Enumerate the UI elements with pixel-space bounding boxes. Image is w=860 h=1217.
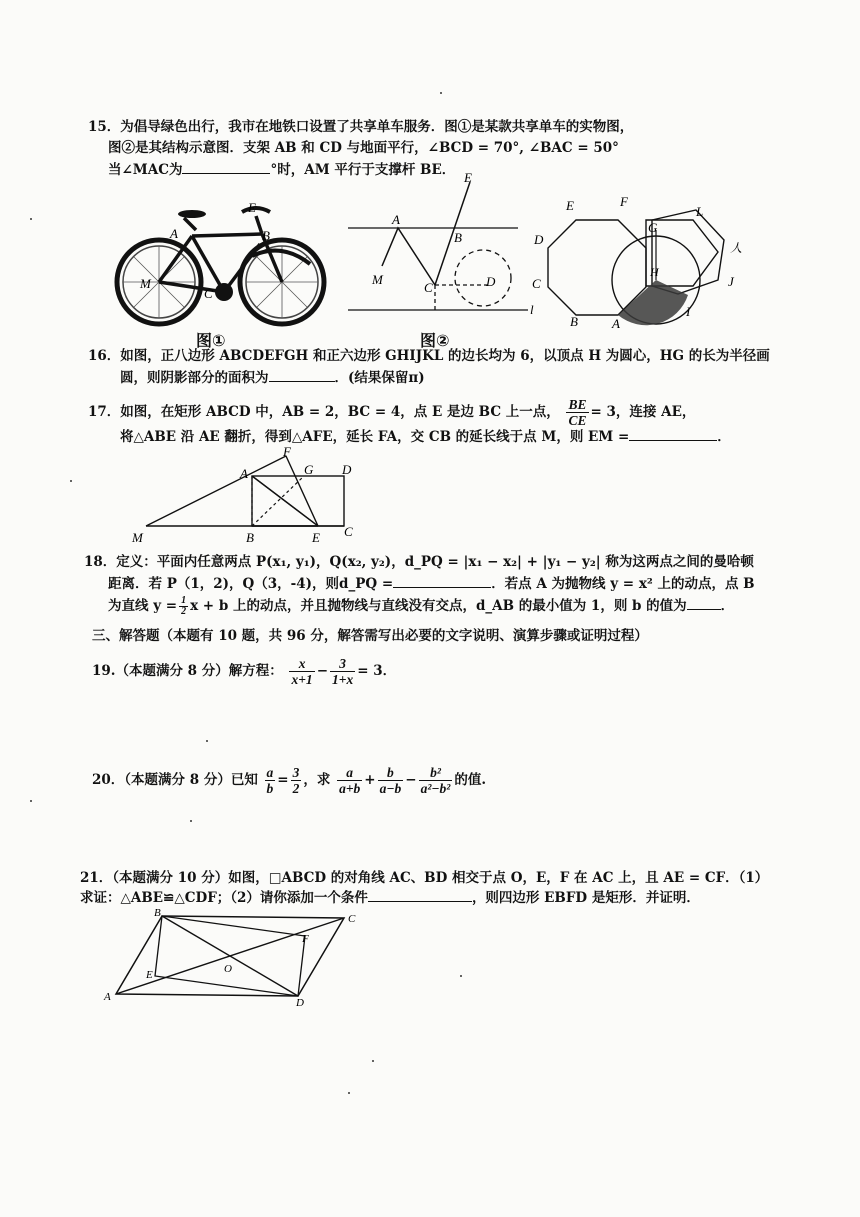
q16-line1: 16．如图，正八边形 ABCDEFGH 和正六边形 GHIJKL 的边长均为 6，以顶点 H 为圆心，HG 的长为半径画: [88, 348, 770, 364]
scan-speck: [30, 218, 32, 220]
q17-line2: 将△ABE 沿 AE 翻折，得到△AFE，延长 FA，交 CB 的延长线于点 M，则 EM = ．: [120, 429, 731, 445]
fig17-label-d: D: [342, 462, 352, 477]
q21-line1: 21．（本题满分 10 分）如图，□ABCD 的对角线 AC、BD 相交于点 O，E，F 在 AC 上，且 AE = CF．（1）: [80, 870, 769, 886]
scan-speck: [206, 740, 208, 742]
scan-speck: [190, 820, 192, 822]
section3-heading: 三、解答题（本题有 10 题，共 96 分，解答需写出必要的文字说明、演算步骤或证明过程）: [92, 628, 648, 644]
polygon-figure: [528, 190, 746, 332]
fig17-label-a: A: [240, 466, 248, 481]
fig21-label-e: E: [146, 969, 153, 981]
fig2-label-b: B: [454, 230, 462, 245]
fig17-label-e: E: [312, 530, 320, 544]
figure2-caption: 图②: [420, 331, 450, 350]
fig2-label-e: E: [464, 170, 472, 185]
fig3-label-j: J: [728, 274, 734, 289]
fig21-label-d: D: [296, 997, 304, 1006]
q18-line3: 为直线 y = $\frac{1}{2}$ x + b 上的动点，并且抛物线与直线没有交点，d_AB 的最小值为 1，则 b 的值为 ．: [108, 595, 735, 617]
parallelogram-figure: [98, 906, 368, 1006]
q18-line2: 距离．若 P（1，2)，Q（3，-4)，则d_PQ = ．若点 A 为抛物线 y = x² 上的动点，点 B: [108, 576, 755, 592]
fig3-label-g: G: [648, 220, 658, 235]
q19-line: 19.（本题满分 8 分）解方程： $\frac{x}{x+1}$ − $\frac{3}{1+x}$ = 3．: [92, 656, 397, 687]
fig3-label-l: L: [696, 204, 704, 219]
q15-line1: 15．为倡导绿色出行，我市在地铁口设置了共享单车服务．图①是某款共享单车的实物图，: [88, 119, 634, 135]
fig3-label-h: H: [650, 265, 659, 279]
figure1-caption: 图①: [196, 331, 226, 350]
fig2-label-c: C: [424, 280, 433, 295]
q18-answer-blank-2[interactable]: [687, 597, 721, 610]
fig21-label-c: C: [348, 913, 356, 925]
q17-ratio: $\frac{BE}{CE}$: [568, 397, 587, 428]
fig2-label-a: A: [392, 212, 400, 227]
fig17-label-c: C: [344, 524, 353, 539]
bike-label-b: B: [262, 228, 270, 243]
structure-figure: [340, 170, 540, 320]
fig3-label-c: C: [532, 276, 541, 291]
q18-answer-blank-1[interactable]: [393, 575, 491, 588]
fig17-label-f: F: [283, 444, 291, 459]
fig21-label-o: O: [224, 963, 232, 975]
scan-speck: [460, 975, 462, 977]
fig17-label-b: B: [246, 530, 254, 544]
scan-speck: [372, 1060, 374, 1062]
q15-line3: 当∠MAC为 °时，AM 平行于支撑杆 BE．: [108, 162, 456, 178]
fig17-label-g: G: [304, 462, 314, 477]
fig2-label-d: D: [486, 274, 496, 289]
fig3-label-a: A: [612, 316, 620, 331]
bike-label-a: A: [170, 226, 178, 241]
q21-answer-blank[interactable]: [368, 889, 472, 902]
fig21-label-b: B: [154, 907, 161, 919]
fig21-label-a: A: [104, 991, 111, 1003]
q16-answer-blank[interactable]: [269, 369, 335, 382]
bike-label-e: E: [248, 200, 256, 215]
fig3-label-b: B: [570, 314, 578, 329]
fig21-label-f: F: [302, 933, 309, 945]
fig3-label-k: 人: [730, 241, 743, 255]
q18-line1: 18．定义：平面内任意两点 P(x₁, y₁)，Q(x₂, y₂)，d_PQ = |x₁ − x₂| + |y₁ − y₂| 称为这两点之间的曼哈顿: [84, 554, 754, 570]
fig3-label-i: I: [686, 304, 691, 319]
q16-line2: 圆，则阴影部分的面积为 ．(结果保留π): [120, 370, 425, 386]
rectangle-fold-figure: [128, 444, 368, 544]
bike-label-c: C: [204, 286, 213, 301]
q17-line1: 17．如图，在矩形 ABCD 中，AB = 2，BC = 4，点 E 是边 BC 上一点， $\frac{BE}{CE}$ = 3，连接 AE，: [88, 397, 696, 428]
fig2-label-m: M: [372, 272, 383, 287]
scan-speck: [348, 1092, 350, 1094]
q17-answer-blank[interactable]: [629, 428, 717, 441]
scan-speck: [70, 480, 72, 482]
bicycle-figure: [112, 196, 330, 331]
fig3-label-e: E: [566, 198, 574, 213]
fig17-label-m: M: [132, 530, 143, 544]
fig3-label-f: F: [620, 194, 628, 209]
fig3-label-d: D: [534, 232, 544, 247]
q15-line2: 图②是其结构示意图．支架 AB 和 CD 与地面平行，∠BCD = 70°, ∠BAC = 50°: [108, 140, 619, 156]
q21-line2: 求证：△ABE≌△CDF；（2）请你添加一个条件 ，则四边形 EBFD 是矩形．并证明．: [80, 890, 700, 906]
q15-answer-blank[interactable]: [182, 161, 270, 174]
bike-label-m: M: [140, 276, 151, 291]
fig2-label-l: l: [530, 302, 534, 317]
scan-speck: [440, 92, 442, 94]
scan-speck: [30, 800, 32, 802]
q20-line: 20．（本题满分 8 分）已知 $\frac{a}{b}$ = $\frac{3}{2}$ ，求 $\frac{a}{a+b}$ + $\frac{b}{a-b}$ − $\frac{\text{b²}}{\text{a²−b²}}$ 的值.: [92, 765, 487, 796]
